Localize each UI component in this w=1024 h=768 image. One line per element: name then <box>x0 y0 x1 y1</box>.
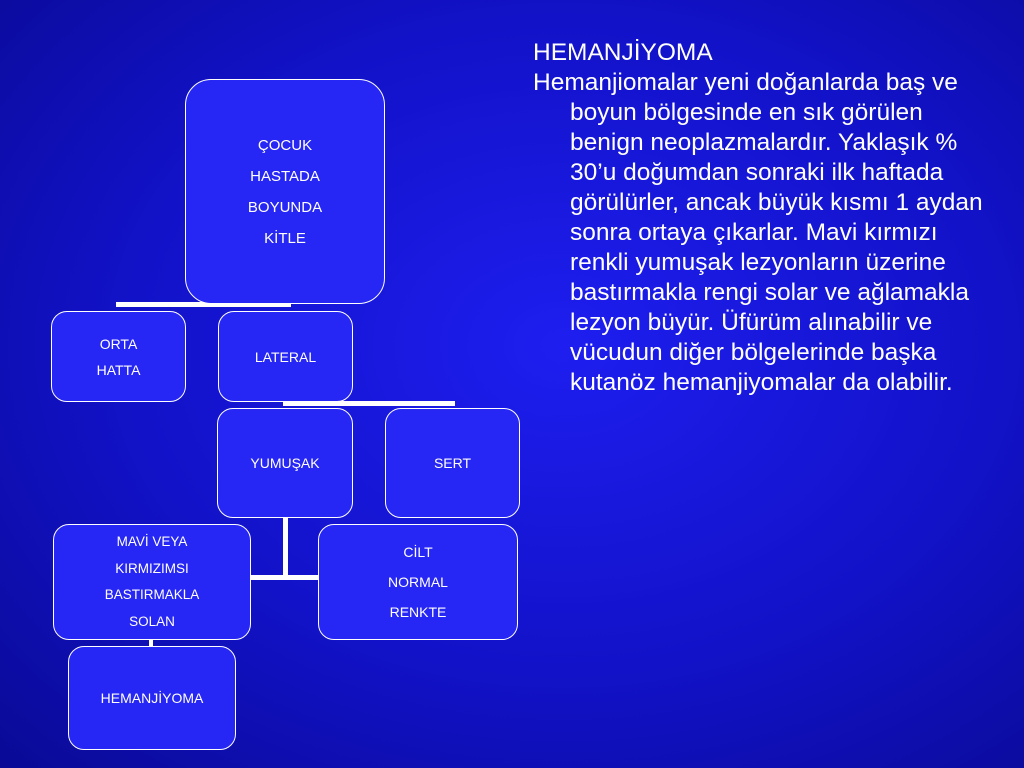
node-cilt-line-2: NORMAL <box>388 574 448 590</box>
node-hemanjiyoma-label: HEMANJİYOMA <box>100 690 204 706</box>
node-lateral-label: LATERAL <box>254 348 317 365</box>
node-yumusak <box>217 408 353 518</box>
node-cilt-normal-renkte <box>318 524 518 640</box>
node-root-line-1: ÇOCUK <box>257 136 313 154</box>
node-root-line-3: BOYUNDA <box>247 198 323 216</box>
description-title: HEMANJİYOMA <box>533 39 713 66</box>
connector-yumusak-bar <box>250 575 320 580</box>
node-hemanjiyoma <box>68 646 236 750</box>
node-root-line-2: HASTADA <box>250 167 320 185</box>
node-cocuk-hastada-boyunda-kitle <box>185 79 385 304</box>
node-sert-label: SERT <box>433 455 472 471</box>
node-cilt-line-1: CİLT <box>403 544 433 560</box>
node-yumusak-label: YUMUŞAK <box>250 455 320 471</box>
node-lateral <box>218 311 353 402</box>
node-cilt-line-3: RENKTE <box>389 604 447 620</box>
node-mavi-line-4: SOLAN <box>129 613 175 629</box>
node-mavi-line-1: MAVİ VEYA <box>116 534 188 549</box>
description-text <box>533 38 993 398</box>
node-orta-hatta <box>51 311 186 402</box>
node-orta-line-1: ORTA <box>99 335 138 352</box>
node-orta-line-2: HATTA <box>96 361 141 378</box>
connector-yumusak-stem <box>283 516 288 578</box>
node-mavi-line-3: BASTIRMAKLA <box>104 587 200 602</box>
node-root-line-4: KİTLE <box>264 229 306 247</box>
node-mavi-line-2: KIRMIZIMSI <box>115 560 189 576</box>
node-mavi-veya-kirmizimsi <box>53 524 251 640</box>
node-sert <box>385 408 520 518</box>
description-body: Hemanjiomalar yeni doğanlarda baş ve boyun bölgesinde en sık görülen benign neoplazmalardır. Yaklaşık % 30’u doğumdan sonraki ilk haftada görülürler, ancak büyük kısmı 1 aydan sonra ortaya çıkarlar. Mavi kırmızı renkli yumuşak lezyonların üzerine bastırmakla rengi solar ve ağlamakla lezyon büyür. Üfürüm alınabilir ve vücudun diğer bölgelerinde başka kutanöz hemanjiyomalar da olabilir. <box>533 69 983 396</box>
